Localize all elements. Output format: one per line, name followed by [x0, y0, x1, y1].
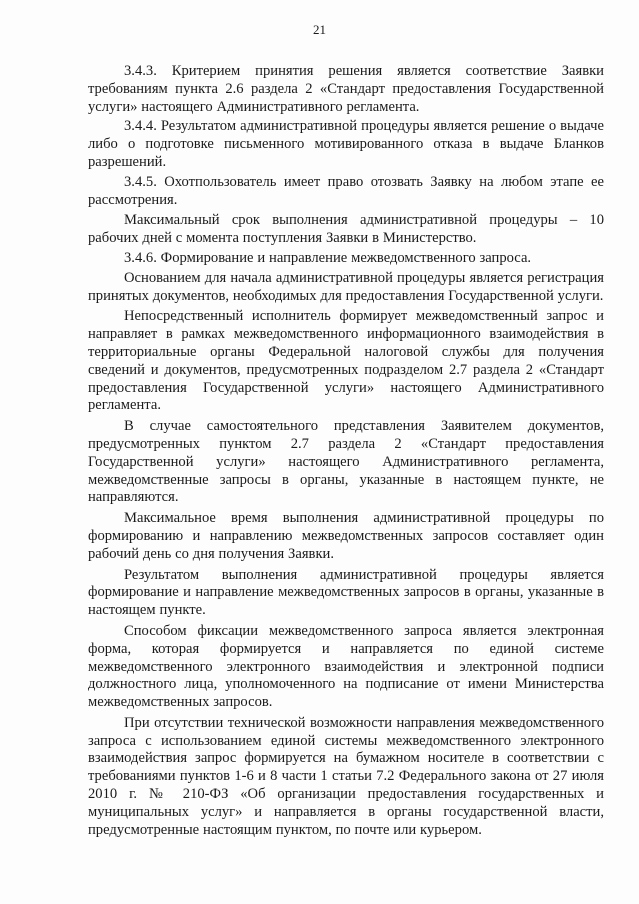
paragraph-3-4-4: 3.4.4. Результатом административной процедуры является решение о выдаче либо о подготовке письменного мотивированного отказа в выдаче Бланков разрешений. [88, 118, 604, 170]
page-number: 21 [313, 22, 326, 37]
paragraph-executor: Непосредственный исполнитель формирует межведомственный запрос и направляет в рамках межведомственного информационного взаимодействия в территориальные органы Федеральной налоговой службы для получения сведений и документов, предусмотренных подразделом 2.7 раздела 2 «Стандарт предоставления Государственной услуги» настоящего Административного регламента. [88, 308, 604, 414]
paragraph-basis: Основанием для начала административной процедуры является регистрация принятых документов, необходимых для предоставления Государственной услуги. [88, 269, 604, 304]
paragraph-max-term: Максимальный срок выполнения административной процедуры – 10 рабочих дней с момента поступления Заявки в Министерство. [88, 212, 604, 247]
paragraph-self-submission: В случае самостоятельного представления Заявителем документов, предусмотренных пунктом 2.7 раздела 2 «Стандарт предоставления Государственной услуги» настоящего Административного регламента, межведомственные запросы в органы, указанные в настоящем пункте, не направляются. [88, 418, 604, 506]
paragraph-3-4-5: 3.4.5. Охотпользователь имеет право отозвать Заявку на любом этапе ее рассмотрения. [88, 173, 604, 208]
document-body [88, 63, 604, 839]
paragraph-max-time: Максимальное время выполнения административной процедуры по формированию и направлению межведомственных запросов составляет один рабочий день со дня получения Заявки. [88, 510, 604, 562]
paragraph-result: Результатом выполнения административной процедуры является формирование и направление межведомственных запросов в органы, указанные в настоящем пункте. [88, 566, 604, 619]
paragraph-3-4-6: 3.4.6. Формирование и направление межведомственного запроса. [124, 249, 532, 266]
paragraph-no-tech: При отсутствии технической возможности направления межведомственного запроса с использованием единой системы межведомственного электронного взаимодействия запрос формируется на бумажном носителе в соответствии с требованиями пунктов 1-6 и 8 части 1 статьи 7.2 Федерального закона от 27 июля 2010 г. № 210-ФЗ «Об организации предоставления государственных и муниципальных услуг» и направляется в органы государственной власти, предусмотренные настоящим пунктом, по почте или курьером. [88, 714, 604, 838]
paragraph-3-4-3: 3.4.3. Критерием принятия решения является соответствие Заявки требованиям пункта 2.6 раздела 2 «Стандарт предоставления Государственной услуги» настоящего Административного регламента. [88, 63, 604, 115]
paragraph-fixation: Способом фиксации межведомственного запроса является электронная форма, которая формируется и направляется по единой системе межведомственного электронного взаимодействия и электронной подписи должностного лица, уполномоченного на подписание от имени Министерства межведомственных запросов. [88, 622, 604, 711]
